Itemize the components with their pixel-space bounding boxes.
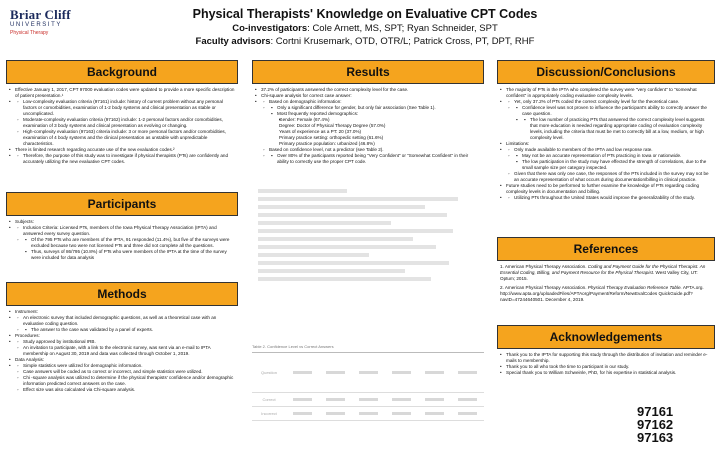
coinvestigators-label: Co-investigators — [232, 23, 308, 34]
blurred-line — [258, 237, 413, 241]
table-header-cell: Question — [252, 353, 286, 393]
table-cell — [385, 407, 418, 421]
discussion-item: ▪ ▪ The low number of practicing PTs that answered the correct complexity level suggests that more education is needed regarding appropriate coding of evaluation complexity levels, including the criteria that must be met to correctly bill at a low, medium, or high complexity level. — [524, 117, 712, 141]
advisors-names: : Cortni Krusemark, OTD, OTR/L; Patrick Cross, PT, DPT, RHF — [270, 36, 535, 47]
methods-item: ◦ • Simple statistics were utilized for demographic information. — [17, 363, 235, 369]
logo-pt-text: Physical Therapy — [10, 30, 49, 36]
results-item: ▪ ◦ Over 80% of the participants reported being "Very Confident" or "Somewhat Confident" in their ability to correctly use the proper CPT code. — [271, 153, 481, 165]
background-item: • There is limited research regarding accurate use of the new evaluation codes.² — [9, 147, 235, 153]
participants-heading: Participants — [6, 192, 238, 216]
participants-sublist-wrap — [9, 225, 235, 261]
discussion-sublist-wrap — [500, 99, 712, 141]
methods-sublist-wrap — [9, 339, 235, 357]
right-column — [497, 60, 715, 379]
participants-subjects: • Subjects: — [9, 219, 235, 225]
table-header-cell — [451, 353, 484, 393]
table-cell — [319, 393, 352, 407]
background-item: ◦ • Low-complexity evaluation criteria (97161) include: history of current problem without any personal factors or comorbidities, examination of 1-2 body systems and clinical presentation as stable or uncomplicated. — [17, 99, 235, 117]
references-body — [497, 261, 715, 325]
table-cell — [352, 393, 385, 407]
poster-title: Physical Therapists' Knowledge on Evaluative CPT Codes — [192, 7, 538, 21]
table-row-label: Correct — [252, 393, 286, 407]
methods-item: ◦ Effect size was also calculated via Chi-square analysis. — [17, 387, 235, 393]
title-block — [150, 7, 580, 48]
cpt-codes-stamp — [637, 405, 697, 444]
results-sublist-wrap2 — [263, 105, 481, 147]
participants-body — [6, 216, 238, 282]
blurred-line — [258, 229, 453, 233]
methods-item: ◦ Case answers will be coded as to correct or incorrect, and simple statistics were utilized. — [17, 369, 235, 375]
reference-1-post: West Valley City, UT: Optum; 2015. — [500, 270, 698, 281]
methods-instrument: • Instrument: — [9, 309, 235, 315]
discussion-sublist-wrap3 — [516, 117, 712, 141]
background-body — [6, 84, 238, 192]
methods-item: ◦ • An electronic survey that included demographic questions, as well as a theoretical case with an evaluative coding question. — [17, 315, 235, 327]
reference-2-pre: 2. American Physical Therapy Association. — [500, 285, 587, 290]
methods-item: ◦ An invitation to participate, with a link to the electronic survey, was sent via an e-mail to IPTA membership on August 30, 2019 and data was collected through October 1, 2019. — [17, 345, 235, 357]
discussion-item: ▪ ◦ May not be an accurate representation of PTs practicing in Iowa or nationwide. — [516, 153, 712, 159]
table-row-label: Incorrect — [252, 407, 286, 421]
discussion-item: ◦ • Yet, only 37.2% of PTs coded the correct complexity level for the theoretical case. — [508, 99, 712, 105]
discussion-item: ▪ The low participation in the study may have effected the strength of correlations, due to the small sample size per category inspected. — [516, 159, 712, 171]
discussion-sublist-wrap — [500, 147, 712, 183]
blurred-line — [258, 197, 458, 201]
discussion-item: • Future studies need to be performed to further examine the knowledge of PTs regarding coding complexity levels in documentation and billing. — [500, 183, 712, 195]
reference-2-title: Physical Therapy Evaluation Reference Table. — [587, 285, 682, 290]
discussion-sublist-wrap2 — [508, 105, 712, 141]
poster-header — [0, 0, 720, 56]
discussion-body — [497, 84, 715, 237]
table-2-grid — [252, 352, 484, 421]
discussion-item: ◦ • Utilizing PTs throughout the United States would improve the generalizability of the study. — [508, 195, 712, 201]
briar-cliff-logo — [10, 8, 72, 52]
background-item: ◦ • Therefore, the purpose of this study was to investigate if physical therapists (PTs) are confidently and accurately utilizing the new evaluative CPT codes. — [17, 153, 235, 165]
demographic-degree: Degree: Doctor of Physical Therapy Degree (57.0%) — [279, 123, 386, 128]
acknowledgement-item: • Thank you to the IPTA for supporting this study through the distribution of invitation and reminder e-mails to membership. — [500, 352, 712, 364]
logo-main-text: Briar Cliff — [10, 7, 71, 22]
background-sublist-wrap — [9, 99, 235, 147]
table-cell — [352, 407, 385, 421]
cpt-code: 97163 — [637, 430, 674, 445]
results-item: ▪ Most frequently reported demographics: — [271, 111, 481, 117]
results-item: ◦ • Based on demographic information: — [263, 99, 481, 105]
cpt-code: 97162 — [637, 417, 674, 432]
results-item: ◦ Based on confidence level, not a predictor (see Table 2). — [263, 147, 481, 153]
cpt-code: 97161 — [637, 404, 674, 419]
blurred-line — [258, 269, 405, 273]
blurred-line — [258, 221, 391, 225]
blurred-line — [258, 189, 347, 193]
reference-1-pre: 1. American Physical Therapy Association. — [500, 264, 587, 269]
advisors-line — [150, 35, 580, 48]
blurred-line — [258, 205, 425, 209]
results-item: • Chi-square analysis for correct case answer: — [255, 93, 481, 99]
table-2-caption: Table 2. Confidence Level vs Correct Answers — [252, 344, 334, 349]
results-item: ▪ ◦ Only a significant difference for gender, but only fair association (See Table 1). — [271, 105, 481, 111]
participants-detail: ▪ ◦ Of the 795 PTs who are members of the IPTA, 91 responded (11.4%), but five of the surveys were excluded because two were not licensed PTs and three did not complete all the questions. — [25, 237, 235, 249]
logo-sub-text: UNIVERSITY — [10, 22, 63, 28]
discussion-item: ◦ • Only made available to members of the IPTA and low response rate. — [508, 147, 712, 153]
background-heading: Background — [6, 60, 238, 84]
reference-2 — [500, 285, 712, 303]
background-item: • Effective January 1, 2017, CPT 97000 evaluation codes were updated to provide a more specific description of patient presentation.¹ — [9, 87, 235, 99]
methods-item: ▪ ◦ The answer to the case was validated by a panel of experts. — [25, 327, 235, 333]
discussion-item: ▪ ◦ Confidence level was not proven to influence the participant's ability to correctly answer the case question. — [516, 105, 712, 117]
demographic-population: Primary practice population: urbanized (46.8%) — [279, 141, 375, 146]
coinvestigators-names: : Cole Arnett, MS, SPT; Ryan Schneider, SPT — [307, 23, 498, 34]
table-cell — [286, 393, 319, 407]
table-header-cell — [319, 353, 352, 393]
acknowledgements-body — [497, 349, 715, 379]
results-sublist-wrap2 — [263, 153, 481, 165]
methods-analysis: • Data Analysis: — [9, 357, 235, 363]
methods-procedures: • Procedures: — [9, 333, 235, 339]
methods-heading: Methods — [6, 282, 238, 306]
reference-1 — [500, 264, 712, 282]
discussion-sublist-wrap — [500, 195, 712, 201]
discussion-item: ◦ Given that there was only one case, the responses of the PTs included in the survey may not be an accurate representation of what occurs during documentation/billing in clinical practice. — [508, 171, 712, 183]
participants-inclusion: ◦ • Inclusion Criteria: Licensed PTs, members of the Iowa Physical Therapy Association (IPTA) and answered every survey question. — [17, 225, 235, 237]
blurred-line — [258, 245, 436, 249]
results-sublist-wrap — [255, 99, 481, 165]
table-cell — [385, 393, 418, 407]
blurred-line — [258, 253, 369, 257]
reference-1-title: Coding and Payment Guide for the Physical Therapist. An Essential Coding, Billing, and Payment Resource for the Physical Therapist. — [500, 264, 706, 275]
background-item: ◦ High-complexity evaluation (97163) criteria include: 3 or more personal factors and/or comorbidities, examination of 4 body systems and the clinical presentation as unstable with unpredictable characteristics. — [17, 129, 235, 147]
results-item: • 37.2% of participants answered the correct complexity level for the case. — [255, 87, 481, 93]
advisors-label: Faculty advisors — [195, 36, 271, 47]
results-demographics — [279, 117, 481, 147]
acknowledgement-item: • Special thank you to William Schweinle, PhD, for his expertise in statistical analysis. — [500, 370, 712, 376]
discussion-heading: Discussion/Conclusions — [497, 60, 715, 84]
table-cell — [286, 407, 319, 421]
methods-item: ◦ Chi -square analysis was utilized to determine if the physical therapists' confidence and/or demographic information predicted correct answers on the case. — [17, 375, 235, 387]
results-heading: Results — [252, 60, 484, 84]
left-column — [6, 60, 238, 396]
reference-2-post: APTA.org. http://www.apta.org/uploadedFiles/APTAorg/Payment/Reform/NewEvalCodes QuickGuide.pdf?navID=47244640501. December 4, 2019. — [500, 285, 704, 302]
participants-sublist-wrap2 — [17, 237, 235, 261]
acknowledgements-heading: Acknowledgements — [497, 325, 715, 349]
table-header-cell — [286, 353, 319, 393]
background-item: ◦ Moderate-complexity evaluation criteria (97162) include: 1-2 personal factors and/or comorbidities, examination of 3 body systems and clinical presentation as evolving or changing. — [17, 117, 235, 129]
discussion-item: • The majority of PTs in the IPTA who completed the survey were "very confident" to "somewhat confident" in appropriately coding evaluative complexity levels. — [500, 87, 712, 99]
table-cell — [451, 393, 484, 407]
acknowledgement-item: • Thank you to all who took the time to participant in our study. — [500, 364, 712, 370]
demographic-setting: Primary practice setting: orthopedic setting (61.6%) — [279, 135, 384, 140]
table-cell — [451, 407, 484, 421]
references-heading: References — [497, 237, 715, 261]
blurred-line — [258, 261, 449, 265]
blurred-table-1 — [258, 185, 480, 325]
table-header-cell — [385, 353, 418, 393]
blurred-line — [258, 277, 431, 281]
discussion-sublist-wrap2 — [508, 153, 712, 171]
discussion-limitations: • Limitations: — [500, 141, 712, 147]
methods-item: ◦ • Study approved by institutional IRB. — [17, 339, 235, 345]
methods-sublist-wrap — [9, 363, 235, 393]
blurred-line — [258, 213, 447, 217]
table-cell — [319, 407, 352, 421]
demographic-gender: ▪ Gender: Female (67.4%) — [279, 117, 330, 122]
results-body — [252, 84, 484, 168]
table-cell — [418, 407, 451, 421]
middle-column — [252, 60, 484, 168]
demographic-experience: Years of experience as a PT: 20 (37.0%) — [279, 129, 362, 134]
table-2 — [252, 344, 484, 454]
table-header-cell — [352, 353, 385, 393]
methods-sublist-wrap — [9, 315, 235, 333]
participants-detail: ▪ Thus, surveys of 86/795 (10.8%) of PTs who were members of the IPTA at the time of the survey were included for data analysis — [25, 249, 235, 261]
coinvestigators-line — [150, 22, 580, 35]
table-header-cell — [418, 353, 451, 393]
background-sublist-wrap — [9, 153, 235, 165]
table-cell — [418, 393, 451, 407]
methods-body — [6, 306, 238, 396]
